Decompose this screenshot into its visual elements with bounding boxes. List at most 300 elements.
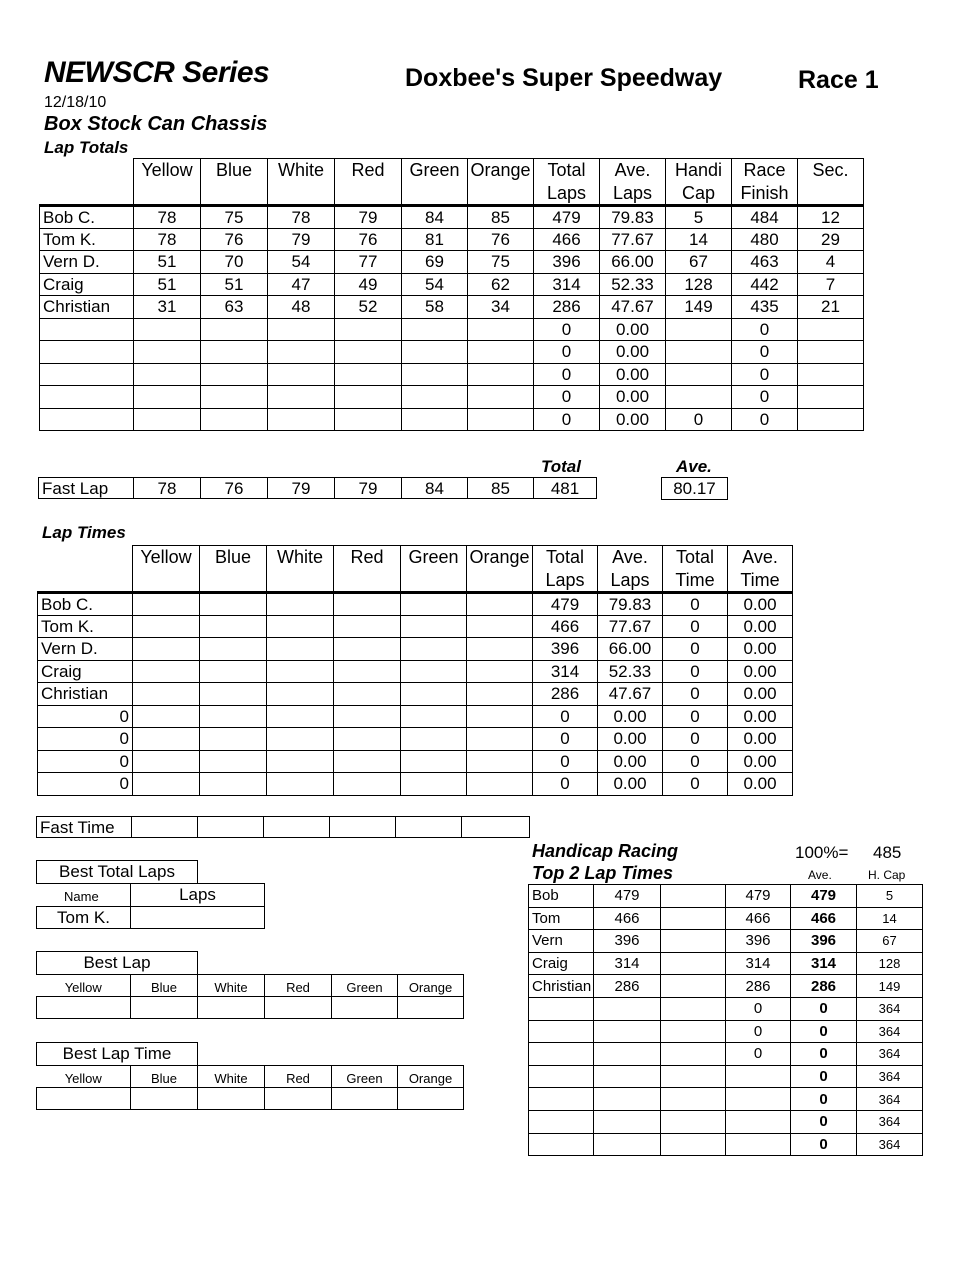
table-cell xyxy=(402,341,468,364)
table-cell xyxy=(133,750,200,773)
table-row xyxy=(529,907,923,930)
col-header-line1: Ave. xyxy=(612,547,648,567)
table-cell: 67 xyxy=(666,251,732,274)
table-row xyxy=(38,593,793,616)
table-cell: 396 xyxy=(594,930,661,953)
table-cell xyxy=(401,705,467,728)
table-cell xyxy=(133,683,200,706)
table-cell: 479 xyxy=(533,593,598,616)
table-cell xyxy=(133,615,200,638)
table-cell: 0.00 xyxy=(728,593,793,616)
table-cell: 4 xyxy=(798,251,864,274)
driver-name xyxy=(529,1065,594,1088)
table-cell: 29 xyxy=(798,228,864,251)
table-cell: 75 xyxy=(201,206,268,229)
table-cell: 0 xyxy=(663,750,728,773)
table-cell: 0 xyxy=(663,728,728,751)
table-cell xyxy=(661,1065,726,1088)
handicap-subtitle: Top 2 Lap Times xyxy=(532,863,674,883)
table-cell xyxy=(134,318,201,341)
table-cell xyxy=(594,1088,661,1111)
col-header-line1: Sec. xyxy=(812,160,849,180)
table-cell: 0 xyxy=(534,318,600,341)
table-cell xyxy=(267,638,334,661)
table-cell: 48 xyxy=(268,296,335,319)
table-cell: 78 xyxy=(268,206,335,229)
table-cell xyxy=(200,705,267,728)
table-cell: 0 xyxy=(726,997,791,1020)
table-cell: 0 xyxy=(533,773,598,796)
table-cell: 0 xyxy=(666,408,732,431)
driver-name: Vern D. xyxy=(40,251,134,274)
table-cell xyxy=(265,1088,332,1110)
table-row xyxy=(38,728,793,751)
table-cell xyxy=(594,1110,661,1133)
driver-name: Bob xyxy=(529,885,594,908)
table-row xyxy=(529,1020,923,1043)
table-cell xyxy=(198,997,265,1019)
col-header-line1: Red xyxy=(351,160,385,180)
table-cell xyxy=(133,773,200,796)
driver-name: 0 xyxy=(38,728,133,751)
table-cell: 0 xyxy=(663,638,728,661)
table-cell xyxy=(594,1065,661,1088)
table-row xyxy=(529,885,923,908)
fast-lap-value: 85 xyxy=(468,478,534,499)
fast-lap-ave-value: 80.17 xyxy=(673,479,716,498)
table-cell xyxy=(798,341,864,364)
table-cell: 0 xyxy=(663,593,728,616)
driver-name: Christian xyxy=(38,683,133,706)
table-cell: 79.83 xyxy=(598,593,663,616)
class-title: Box Stock Can Chassis xyxy=(44,113,268,135)
table-cell xyxy=(402,318,468,341)
table-cell: 479 xyxy=(791,885,857,908)
table-cell xyxy=(726,1065,791,1088)
table-cell: 466 xyxy=(533,615,598,638)
table-cell: 67 xyxy=(857,930,923,953)
fast-lap-ave-box xyxy=(661,477,728,500)
table-cell xyxy=(661,1133,726,1156)
lap-totals-col-header xyxy=(534,159,600,206)
col-header-line1: Blue xyxy=(214,547,252,567)
fast-lap-row xyxy=(39,478,597,499)
table-cell: 77 xyxy=(335,251,402,274)
table-cell: 0 xyxy=(791,1133,857,1156)
lap-times-col-header xyxy=(267,546,334,593)
table-cell xyxy=(726,1110,791,1133)
table-cell xyxy=(467,638,533,661)
lap-totals-col-header xyxy=(335,159,402,206)
table-cell: 396 xyxy=(726,930,791,953)
table-cell: 396 xyxy=(533,638,598,661)
lap-times-col-header xyxy=(663,546,728,593)
table-cell: 128 xyxy=(857,952,923,975)
fast-lap-value: 79 xyxy=(268,478,335,499)
table-cell: 49 xyxy=(335,273,402,296)
table-cell: 286 xyxy=(534,296,600,319)
table-cell: 0 xyxy=(533,728,598,751)
table-cell xyxy=(335,363,402,386)
table-cell: 463 xyxy=(732,251,798,274)
table-cell xyxy=(467,773,533,796)
table-cell xyxy=(468,318,534,341)
lap-totals-col-header xyxy=(600,159,666,206)
table-cell xyxy=(798,318,864,341)
table-cell xyxy=(200,660,267,683)
driver-name xyxy=(40,341,134,364)
table-row xyxy=(40,273,864,296)
table-cell xyxy=(467,660,533,683)
table-cell: 0.00 xyxy=(728,615,793,638)
table-cell: 0 xyxy=(791,1020,857,1043)
table-cell xyxy=(661,930,726,953)
table-cell: 0.00 xyxy=(728,660,793,683)
driver-name: 0 xyxy=(38,773,133,796)
handicap-pct-value: 485 xyxy=(873,843,902,862)
table-cell: 79 xyxy=(268,228,335,251)
table-cell: 0.00 xyxy=(598,728,663,751)
table-cell xyxy=(200,728,267,751)
color-column-header: Green xyxy=(332,975,398,997)
table-cell xyxy=(594,1043,661,1066)
driver-name: Christian xyxy=(529,975,594,998)
col-header-line1: Green xyxy=(409,160,460,180)
table-cell: 286 xyxy=(726,975,791,998)
best-total-laps-value xyxy=(131,907,265,929)
table-cell: 34 xyxy=(468,296,534,319)
table-cell xyxy=(398,1088,464,1110)
race-date: 12/18/10 xyxy=(44,94,107,111)
table-cell xyxy=(133,705,200,728)
table-row xyxy=(529,1065,923,1088)
lap-times-title: Lap Times xyxy=(42,523,126,542)
table-cell xyxy=(467,750,533,773)
table-cell xyxy=(267,683,334,706)
color-column-header: Blue xyxy=(131,1066,198,1088)
table-cell: 51 xyxy=(134,251,201,274)
table-cell: 0.00 xyxy=(600,408,666,431)
table-cell: 0 xyxy=(791,1065,857,1088)
table-cell xyxy=(201,386,268,409)
table-cell xyxy=(134,363,201,386)
lap-times-col-header xyxy=(728,546,793,593)
driver-name: Craig xyxy=(40,273,134,296)
table-cell xyxy=(268,386,335,409)
driver-name xyxy=(40,363,134,386)
table-cell: 0 xyxy=(663,683,728,706)
table-cell xyxy=(401,773,467,796)
table-cell: 47.67 xyxy=(600,296,666,319)
table-cell: 7 xyxy=(798,273,864,296)
table-cell: 0 xyxy=(533,750,598,773)
table-cell: 149 xyxy=(857,975,923,998)
handicap-ave-label: Ave. xyxy=(808,868,832,882)
table-cell xyxy=(467,593,533,616)
table-row xyxy=(40,386,864,409)
table-cell: 0 xyxy=(732,386,798,409)
table-cell: 0 xyxy=(726,1020,791,1043)
table-cell: 62 xyxy=(468,273,534,296)
table-cell xyxy=(200,773,267,796)
table-cell: 0 xyxy=(732,318,798,341)
table-cell xyxy=(332,997,398,1019)
col-header-line2: Laps xyxy=(610,569,650,590)
col-header-line1: Total xyxy=(545,547,585,567)
table-cell xyxy=(402,408,468,431)
table-cell xyxy=(401,638,467,661)
table-cell xyxy=(133,638,200,661)
best-lap-title-box xyxy=(36,951,198,975)
driver-name: Craig xyxy=(38,660,133,683)
table-cell xyxy=(334,638,401,661)
table-cell: 364 xyxy=(857,1110,923,1133)
handicap-hcap-label: H. Cap xyxy=(868,868,906,882)
table-cell xyxy=(594,1020,661,1043)
lap-times-col-header xyxy=(133,546,200,593)
table-cell xyxy=(201,363,268,386)
driver-name xyxy=(529,997,594,1020)
col-header-line1: White xyxy=(277,160,324,180)
table-row xyxy=(529,930,923,953)
lap-totals-title: Lap Totals xyxy=(44,138,129,157)
table-cell xyxy=(726,1133,791,1156)
table-cell xyxy=(267,750,334,773)
table-cell: 364 xyxy=(857,1088,923,1111)
driver-name xyxy=(529,1133,594,1156)
table-cell xyxy=(401,750,467,773)
best-lap-time-title: Best Lap Time xyxy=(62,1044,172,1063)
table-cell: 0 xyxy=(732,408,798,431)
table-cell: 78 xyxy=(134,206,201,229)
table-cell xyxy=(334,773,401,796)
driver-name: Bob C. xyxy=(38,593,133,616)
table-cell xyxy=(200,615,267,638)
table-row xyxy=(38,615,793,638)
lap-totals-col-header xyxy=(402,159,468,206)
col-header-line1: Yellow xyxy=(140,547,192,567)
table-cell: 0 xyxy=(791,1110,857,1133)
best-lap-time-header xyxy=(37,1066,464,1088)
col-header-line2: Cap xyxy=(681,182,716,203)
race-title: Race 1 xyxy=(798,66,879,94)
col-header-line1: Orange xyxy=(469,547,530,567)
table-cell: 128 xyxy=(666,273,732,296)
table-row xyxy=(38,660,793,683)
table-cell: 0.00 xyxy=(598,705,663,728)
table-cell xyxy=(334,660,401,683)
best-lap-time-title-box xyxy=(36,1042,198,1066)
table-cell: 0 xyxy=(791,1088,857,1111)
table-cell xyxy=(335,386,402,409)
table-cell: 66.00 xyxy=(598,638,663,661)
table-cell xyxy=(666,386,732,409)
driver-name xyxy=(40,318,134,341)
table-cell: 0 xyxy=(663,660,728,683)
table-cell xyxy=(335,408,402,431)
table-cell xyxy=(334,683,401,706)
table-cell xyxy=(661,1088,726,1111)
table-cell: 54 xyxy=(402,273,468,296)
table-cell: 314 xyxy=(791,952,857,975)
table-cell xyxy=(666,318,732,341)
table-cell xyxy=(798,363,864,386)
table-cell xyxy=(131,997,198,1019)
col-header-line2: Laps xyxy=(545,569,585,590)
table-cell xyxy=(201,341,268,364)
fast-lap-total: 481 xyxy=(534,478,597,499)
lap-times-col-header xyxy=(334,546,401,593)
col-header-line2: Time xyxy=(740,569,780,590)
table-cell: 0.00 xyxy=(728,705,793,728)
table-cell xyxy=(334,728,401,751)
table-cell: 0 xyxy=(533,705,598,728)
table-cell: 63 xyxy=(201,296,268,319)
color-column-header: Red xyxy=(265,1066,332,1088)
series-title: NEWSCR Series xyxy=(44,56,270,89)
best-total-laps-title-box xyxy=(36,860,198,884)
table-cell: 52.33 xyxy=(600,273,666,296)
table-cell: 58 xyxy=(402,296,468,319)
lap-totals-col-header xyxy=(268,159,335,206)
fast-lap-label: Fast Lap xyxy=(39,478,134,499)
table-cell xyxy=(398,997,464,1019)
driver-name: Christian xyxy=(40,296,134,319)
col-header-line2: Finish xyxy=(740,182,789,203)
table-cell: 314 xyxy=(594,952,661,975)
table-cell: 54 xyxy=(268,251,335,274)
fast-lap-value: 78 xyxy=(134,478,201,499)
table-cell xyxy=(198,1088,265,1110)
best-lap-table xyxy=(36,974,464,1019)
table-cell: 286 xyxy=(791,975,857,998)
table-cell xyxy=(268,318,335,341)
table-cell: 0.00 xyxy=(600,341,666,364)
table-cell xyxy=(200,638,267,661)
table-cell xyxy=(134,386,201,409)
handicap-pct-label: 100%= xyxy=(795,843,849,862)
table-cell xyxy=(200,750,267,773)
table-cell xyxy=(133,728,200,751)
table-cell: 0 xyxy=(726,1043,791,1066)
table-cell: 14 xyxy=(857,907,923,930)
table-cell: 79.83 xyxy=(600,206,666,229)
table-cell xyxy=(402,386,468,409)
table-row xyxy=(529,952,923,975)
driver-name: Vern D. xyxy=(38,638,133,661)
table-row xyxy=(529,1133,923,1156)
table-cell xyxy=(334,615,401,638)
table-cell xyxy=(661,952,726,975)
table-row xyxy=(40,363,864,386)
table-cell xyxy=(335,318,402,341)
table-cell xyxy=(467,683,533,706)
color-column-header: Blue xyxy=(131,975,198,997)
table-cell: 364 xyxy=(857,1133,923,1156)
table-cell: 76 xyxy=(335,228,402,251)
col-header-line1: Orange xyxy=(470,160,531,180)
best-lap-time-table xyxy=(36,1065,464,1110)
fast-lap-value: 76 xyxy=(201,478,268,499)
table-cell: 480 xyxy=(732,228,798,251)
table-cell xyxy=(661,997,726,1020)
table-cell xyxy=(201,408,268,431)
table-cell xyxy=(267,660,334,683)
table-cell: 77.67 xyxy=(598,615,663,638)
table-cell xyxy=(37,997,131,1019)
table-row xyxy=(38,773,793,796)
table-cell: 364 xyxy=(857,997,923,1020)
lap-totals-col-header xyxy=(201,159,268,206)
fast-time-table xyxy=(36,816,530,838)
table-row xyxy=(40,251,864,274)
table-cell xyxy=(798,408,864,431)
lap-times-col-header xyxy=(598,546,663,593)
table-cell: 314 xyxy=(534,273,600,296)
col-header-line1: Red xyxy=(350,547,384,567)
lap-times-col-header xyxy=(401,546,467,593)
table-cell: 0 xyxy=(732,341,798,364)
table-cell xyxy=(332,1088,398,1110)
table-cell xyxy=(467,615,533,638)
table-cell: 479 xyxy=(534,206,600,229)
col-header-line2: Laps xyxy=(546,182,587,203)
table-cell: 5 xyxy=(857,885,923,908)
table-cell xyxy=(401,593,467,616)
lap-totals-col-header xyxy=(666,159,732,206)
table-cell: 484 xyxy=(732,206,798,229)
table-cell: 76 xyxy=(468,228,534,251)
col-header-line1: Race xyxy=(743,160,786,180)
table-cell xyxy=(661,1020,726,1043)
table-cell xyxy=(200,683,267,706)
driver-name xyxy=(40,386,134,409)
color-column-header: White xyxy=(198,975,265,997)
table-cell xyxy=(401,683,467,706)
col-header-line1: Handi xyxy=(674,160,723,180)
table-cell xyxy=(133,593,200,616)
table-row xyxy=(38,750,793,773)
lap-times-col-header xyxy=(200,546,267,593)
table-row xyxy=(38,638,793,661)
table-row xyxy=(529,1110,923,1133)
table-cell: 0 xyxy=(534,386,600,409)
table-cell xyxy=(661,1043,726,1066)
table-cell xyxy=(267,705,334,728)
table-cell xyxy=(134,408,201,431)
table-cell: 0 xyxy=(534,408,600,431)
table-cell: 5 xyxy=(666,206,732,229)
col-header-line1: Blue xyxy=(215,160,253,180)
table-cell: 77.67 xyxy=(600,228,666,251)
driver-name: 0 xyxy=(38,750,133,773)
lap-times-col-header xyxy=(533,546,598,593)
table-cell xyxy=(402,363,468,386)
table-row xyxy=(529,1088,923,1111)
table-cell: 466 xyxy=(534,228,600,251)
fast-lap-value: 84 xyxy=(402,478,468,499)
table-cell xyxy=(267,615,334,638)
table-cell: 466 xyxy=(726,907,791,930)
col-header-line1: Total xyxy=(675,547,715,567)
table-cell: 0.00 xyxy=(598,750,663,773)
table-cell: 286 xyxy=(594,975,661,998)
table-cell: 51 xyxy=(134,273,201,296)
table-cell xyxy=(666,341,732,364)
table-cell: 0 xyxy=(791,1043,857,1066)
table-cell xyxy=(798,386,864,409)
driver-name: Tom xyxy=(529,907,594,930)
